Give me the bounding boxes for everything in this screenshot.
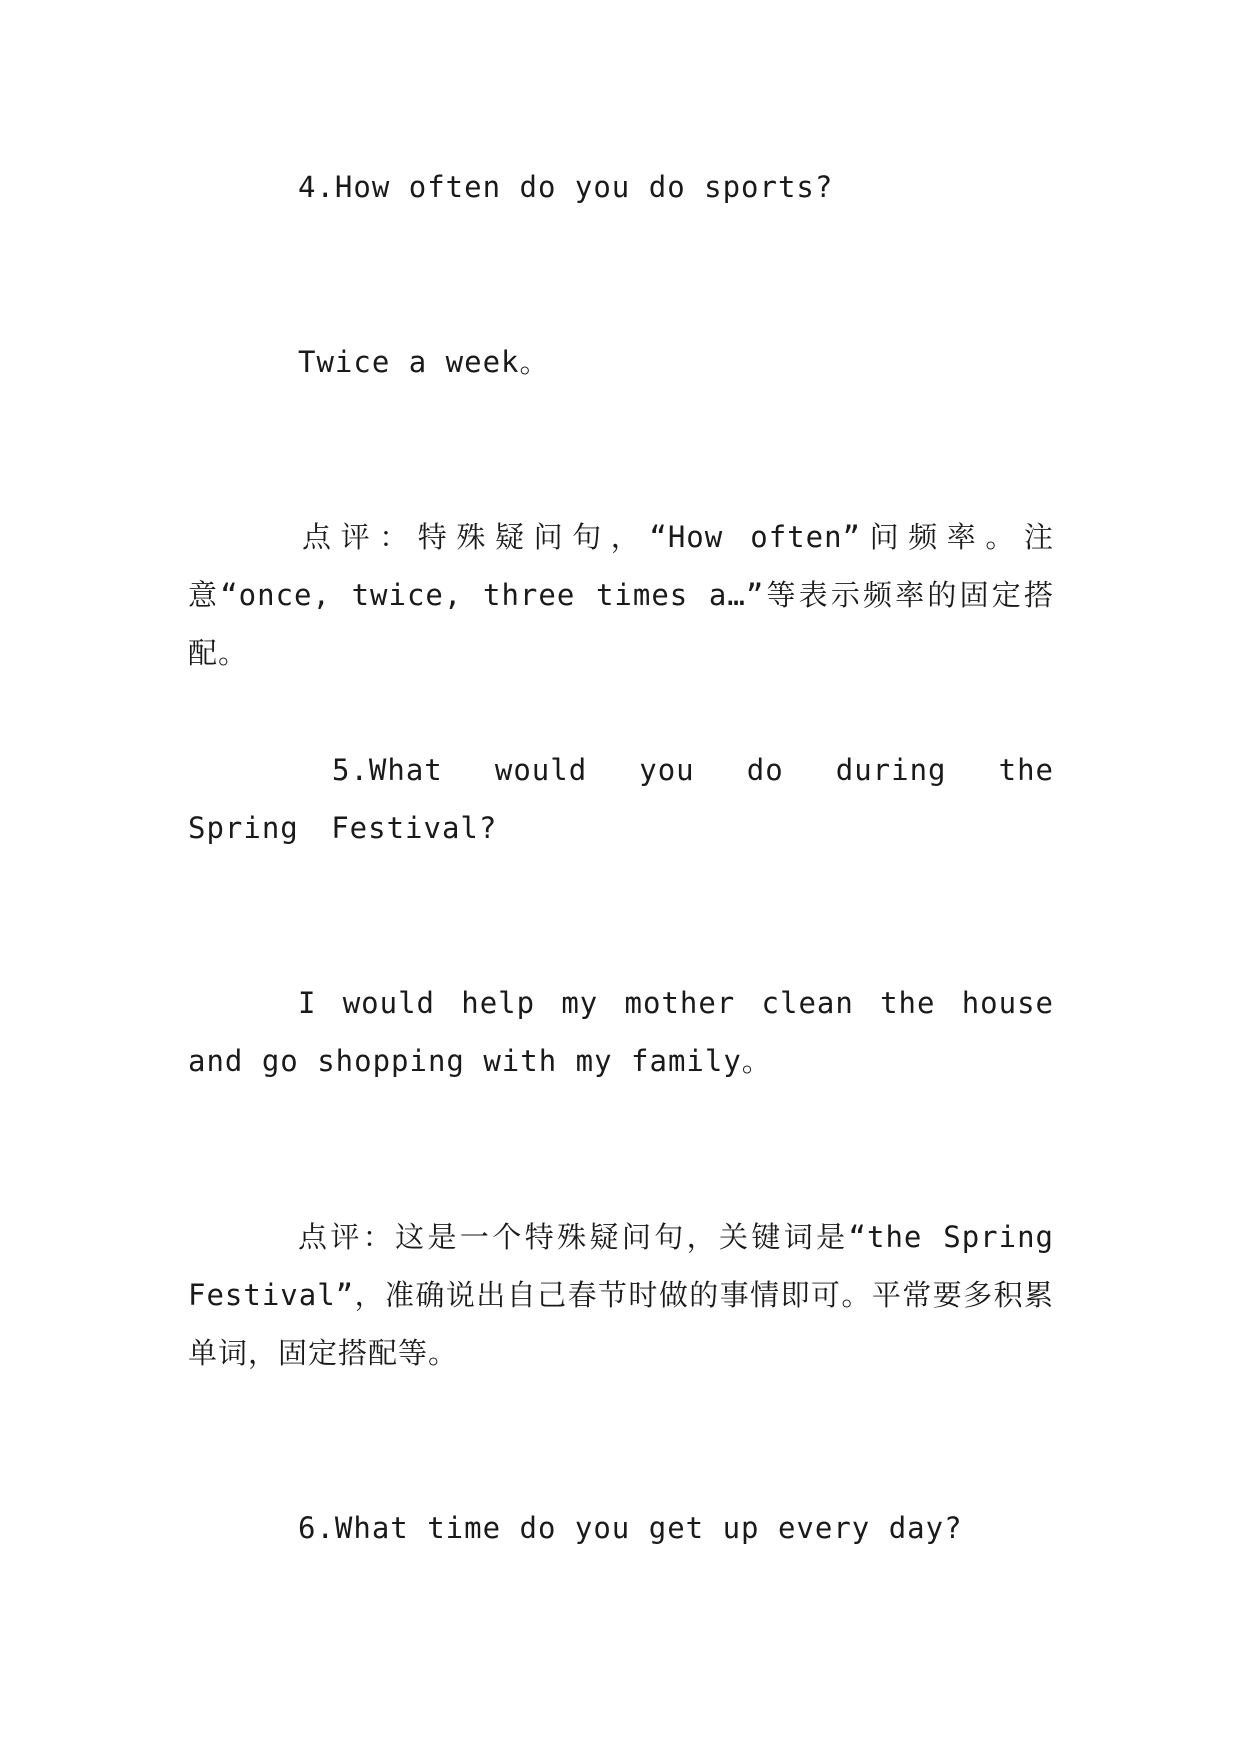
question-5: 5.What would you do during the Spring Festival?: [188, 753, 1054, 845]
question-4: 4.How often do you do sports?: [298, 170, 834, 204]
comment-5: 点评：这是一个特殊疑问句，关键词是“the Spring Festival”，准确说出自己春节时做的事情即可。平常要多积累单词，固定搭配等。: [188, 1220, 1054, 1370]
answer-4: Twice a week。: [298, 345, 550, 379]
comment-4: 点评：特殊疑问句，“How often”问频率。注意“once, twice, three times a…”等表示频率的固定搭配。: [188, 520, 1054, 670]
answer-5: I would help my mother clean the house and go shopping with my family。: [188, 986, 1054, 1078]
question-6: 6.What time do you get up every day?: [298, 1511, 963, 1545]
